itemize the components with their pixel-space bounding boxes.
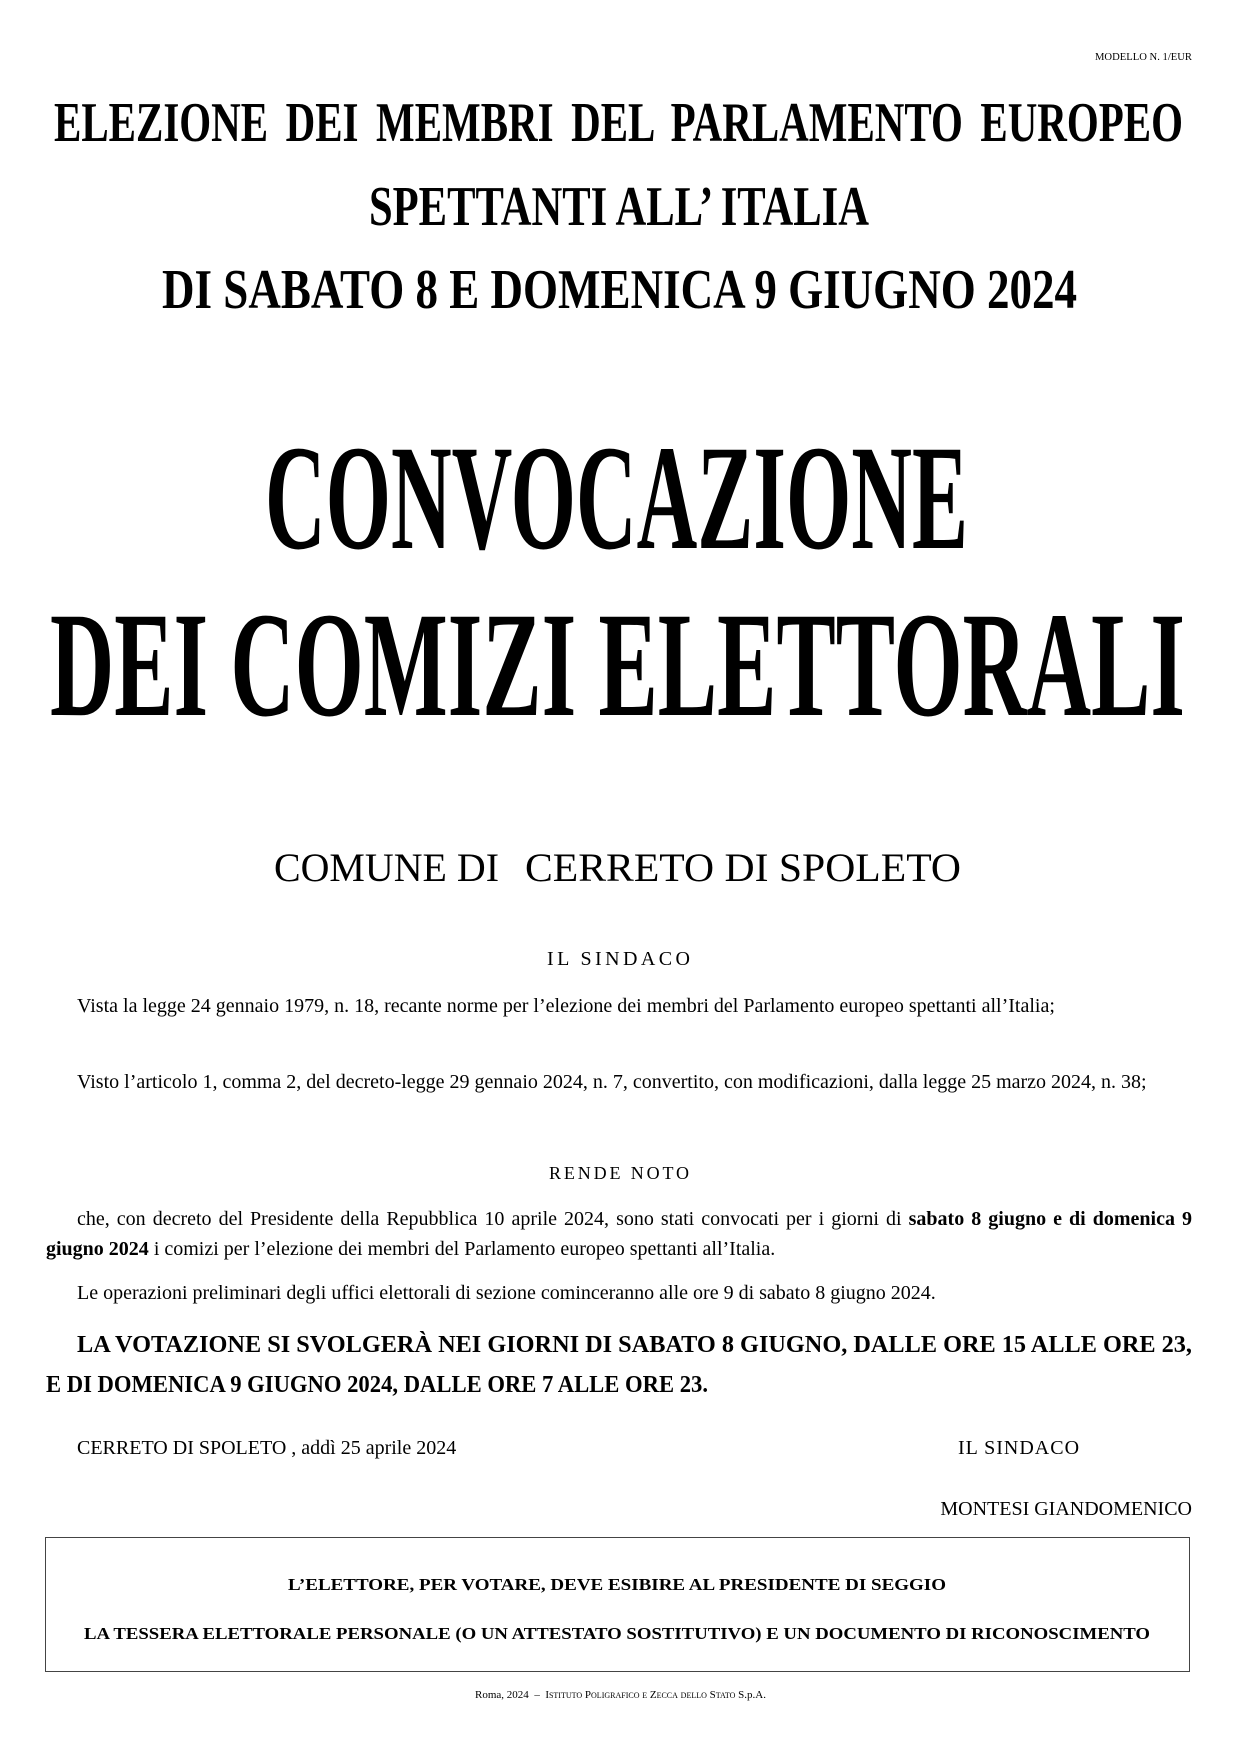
- header-line1: ELEZIONE DEI MEMBRI DEL PARLAMENTO EUROPEO: [54, 92, 1183, 154]
- paragraph-legge: Vista la legge 24 gennaio 1979, n. 18, recante norme per l’elezione dei membri del Parlamento europeo spettanti all’Italia;: [77, 995, 1055, 1017]
- place-date: CERRETO DI SPOLETO , addì 25 aprile 2024: [77, 1437, 457, 1459]
- footer: [0, 1689, 1241, 1701]
- footer-suffix: S.p.A.: [738, 1689, 766, 1701]
- rende-noto-heading: RENDE NOTO: [549, 1163, 689, 1183]
- paragraph-decreto: Visto l’articolo 1, comma 2, del decreto-legge 29 gennaio 2024, n. 7, convertito, con modificazioni, dalla legge 25 marzo 2024, n. 38;: [77, 1071, 1147, 1093]
- para3-text-b: i comizi per l’elezione dei membri del Parlamento europeo spettanti all’Italia.: [148, 1238, 776, 1260]
- comune-label: COMUNE DI: [274, 845, 499, 890]
- sindaco-heading: IL SINDACO: [547, 948, 690, 970]
- header-line2: SPETTANTI ALL’ ITALIA: [369, 176, 870, 238]
- voting-line2: E DI DOMENICA 9 GIUGNO 2024, DALLE ORE 7 ALLE ORE 23.: [46, 1372, 708, 1398]
- comune-name: CERRETO DI SPOLETO: [525, 845, 961, 890]
- notice-line2: LA TESSERA ELETTORALE PERSONALE (O UN ATTESTATO SOSTITUTIVO) E UN DOCUMENTO DI RICONOSCIMENTO: [84, 1624, 1150, 1643]
- footer-place-year: Roma, 2024: [475, 1689, 529, 1701]
- paragraph-convocazione: [46, 1204, 1192, 1264]
- title-line2: DEI COMIZI ELETTORALI: [50, 582, 1185, 748]
- signature-role: IL SINDACO: [958, 1437, 1081, 1459]
- model-code: MODELLO N. 1/EUR: [1095, 51, 1193, 63]
- notice-line1: L’ELETTORE, PER VOTARE, DEVE ESIBIRE AL PRESIDENTE DI SEGGIO: [288, 1575, 946, 1594]
- footer-separator: –: [534, 1689, 540, 1701]
- header-line3: DI SABATO 8 E DOMENICA 9 GIUGNO 2024: [162, 259, 1077, 321]
- signature-name: MONTESI GIANDOMENICO: [940, 1498, 1192, 1520]
- notice-box: [45, 1537, 1190, 1672]
- para3-dates: sabato 8 giugno e di domenica 9 giugno 2024: [46, 1208, 1192, 1260]
- paragraph-operazioni: Le operazioni preliminari degli uffici elettorali di sezione cominceranno alle ore 9 di sabato 8 giugno 2024.: [77, 1282, 936, 1304]
- voting-line1: LA VOTAZIONE SI SVOLGERÀ NEI GIORNI DI SABATO 8 GIUGNO, DALLE ORE 15 ALLE ORE 23,: [77, 1332, 1192, 1358]
- para3-text-a: che, con decreto del Presidente della Repubblica 10 aprile 2024, sono stati convocati per i giorni di: [77, 1208, 909, 1230]
- footer-printer: Istituto Poligrafico e Zecca dello Stato: [545, 1689, 736, 1701]
- title-line1: CONVOCAZIONE: [265, 415, 968, 581]
